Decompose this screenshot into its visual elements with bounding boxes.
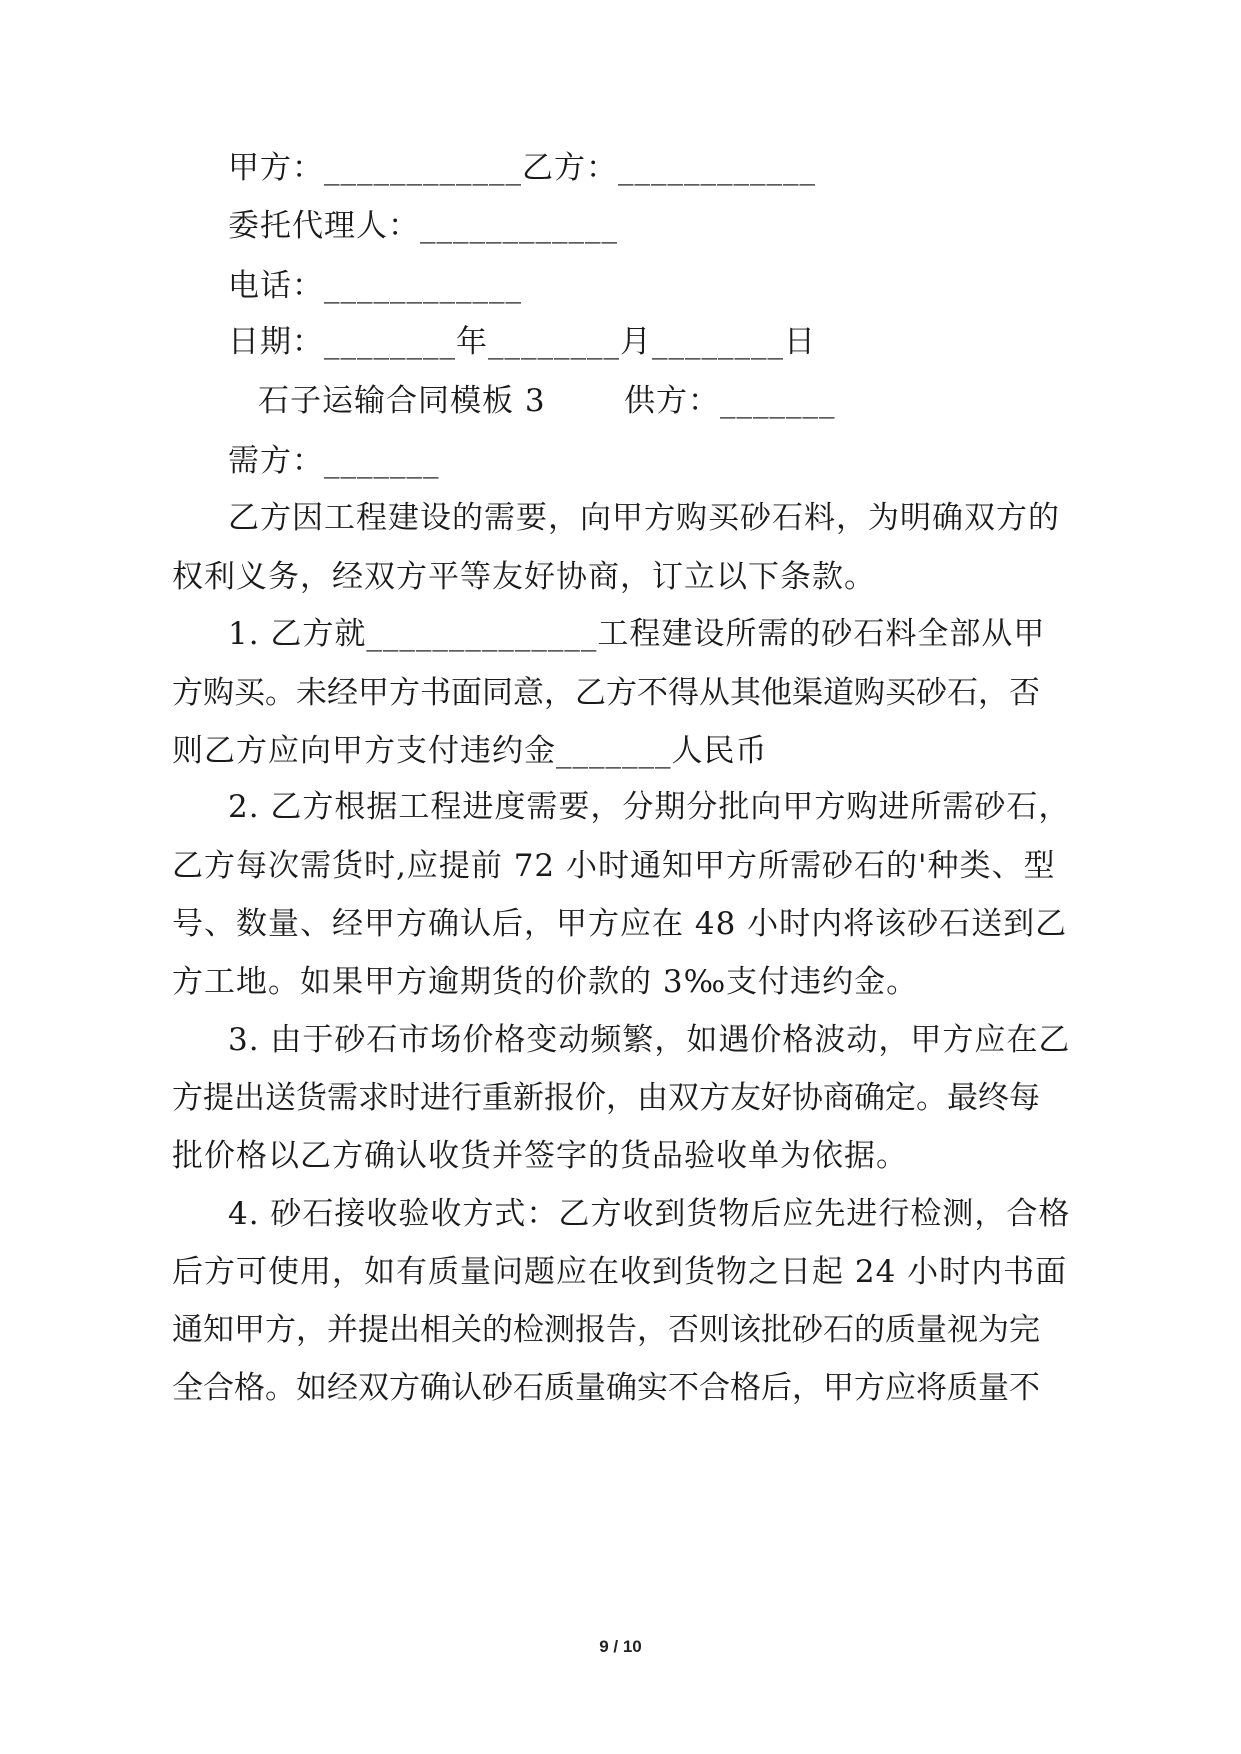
clause-2-line: 方工地。如果甲方逾期货的价款的 3‰支付违约金。 <box>172 964 919 1000</box>
clause-2-line: 号、数量、经甲方确认后，甲方应在 48 小时内将该砂石送到乙 <box>172 906 1068 942</box>
supplier-line: 供方：_______ <box>624 383 836 419</box>
clause-1-line: 1. 乙方就______________工程建设所需的砂石料全部从甲 <box>228 616 1046 652</box>
clause-3-line: 方提出送货需求时进行重新报价，由双方友好协商确定。最终每 <box>172 1080 1040 1116</box>
clause-2-line: 乙方每次需货时,应提前 72 小时通知甲方所需砂石的'种类、型 <box>172 848 1056 884</box>
clause-3-line: 3. 由于砂石市场价格变动频繁，如遇价格波动，甲方应在乙 <box>228 1022 1071 1058</box>
buyer-line: 需方：_______ <box>228 443 440 479</box>
contract-title: 石子运输合同模板 3 <box>258 383 546 419</box>
clause-4-line: 4. 砂石接收验收方式：乙方收到货物后应先进行检测，合格 <box>228 1196 1071 1232</box>
clause-4-line: 全合格。如经双方确认砂石质量确实不合格后，甲方应将质量不 <box>172 1370 1040 1406</box>
agent-line: 委托代理人：____________ <box>228 208 618 244</box>
page-number: 9 / 10 <box>599 1637 642 1656</box>
clause-3-line: 批价格以乙方确认收货并签字的货品验收单为依据。 <box>172 1138 908 1174</box>
party-a-b-line: 甲方：____________乙方：____________ <box>228 150 816 186</box>
clause-1-line: 方购买。未经甲方书面同意，乙方不得从其他渠道购买砂石，否 <box>172 675 1040 711</box>
clause-4-line: 后方可使用，如有质量问题应在收到货物之日起 24 小时内书面 <box>172 1254 1068 1290</box>
clause-1-line: 则乙方应向甲方支付违约金_______人民币 <box>172 733 768 769</box>
clause-4-line: 通知甲方，并提出相关的检测报告，否则该批砂石的质量视为完 <box>172 1312 1040 1348</box>
clause-2-line: 2. 乙方根据工程进度需要，分期分批向甲方购进所需砂石， <box>228 789 1071 825</box>
phone-line: 电话：____________ <box>228 268 522 304</box>
intro-paragraph-line: 权利义务，经双方平等友好协商，订立以下条款。 <box>172 559 876 595</box>
date-line: 日期：________年________月________日 <box>228 324 816 360</box>
intro-paragraph-line: 乙方因工程建设的需要，向甲方购买砂石料，为明确双方的 <box>228 500 1060 536</box>
